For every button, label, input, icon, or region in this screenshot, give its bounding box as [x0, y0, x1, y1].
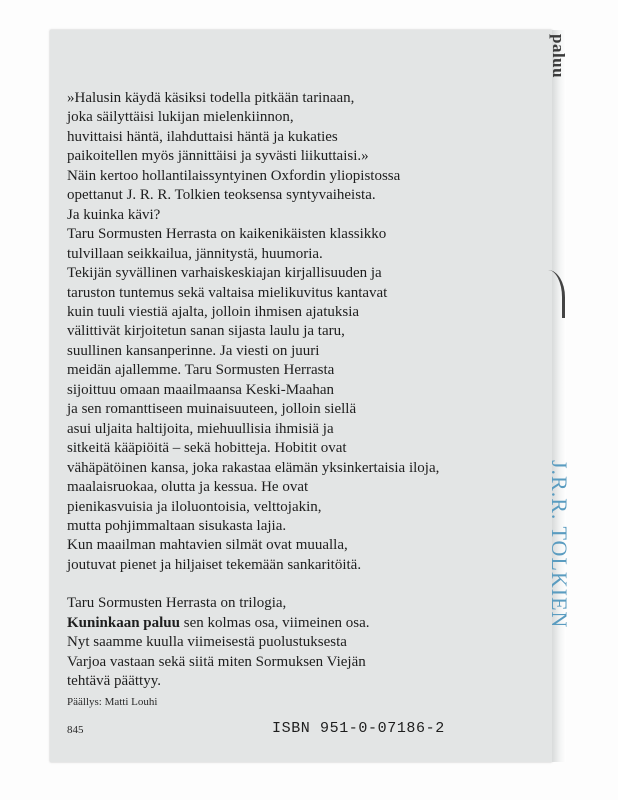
- blurb-line: vähäpätöinen kansa, joka rakastaa elämän yksinkertaisia iloja,: [67, 459, 440, 476]
- blurb-line: opettanut J. R. R. Tolkien teoksensa syntyvaiheista.: [67, 187, 376, 204]
- blurb-line: »Halusin käydä käsiksi todella pitkään tarinaan,: [67, 90, 355, 106]
- blurb-line: mutta pohjimmaltaan sisukasta lajia.: [67, 517, 287, 534]
- blurb-line: [67, 614, 439, 633]
- blurb-line: joka säilyttäisi lukijan mielenkiinnon,: [67, 109, 294, 126]
- blurb-line: kuin tuuli viestiä ajalta, jolloin ihmisen ajatuksia: [67, 303, 360, 320]
- blurb-line: Taru Sormusten Herrasta on kaikenikäisten klassikko: [67, 226, 387, 243]
- blurb-line: tulvillaan seikkailua, jännitystä, huumoria.: [67, 245, 323, 262]
- isbn: ISBN 951-0-07186-2: [272, 720, 445, 737]
- spine-title: paluu: [549, 34, 568, 79]
- blurb-line: taruston tuntemus sekä valtaisa mielikuvitus kantavat: [67, 284, 388, 301]
- blurb-paragraph-2: [67, 594, 439, 691]
- blurb-line: sijoittuu omaan maailmaansa Keski-Maahan: [67, 381, 335, 398]
- blurb-line: Kun maailman mahtavien silmät ovat muualla,: [67, 537, 348, 554]
- blurb-line: Tekijän syvällinen varhaiskeskiajan kirjallisuuden ja: [67, 265, 382, 282]
- blurb-line: välittivät kirjoitetun sanan sijasta laulu ja taru,: [67, 323, 345, 340]
- blurb-line: ja sen romanttiseen muinaisuuteen, jolloin siellä: [67, 401, 357, 418]
- blurb-line: maalaisruokaa, olutta ja kessua. He ovat: [67, 479, 309, 496]
- blurb-line: Näin kertoo hollantilaissyntyinen Oxfordin yliopistossa: [67, 167, 401, 184]
- blurb-line: huvittaisi häntä, ilahduttaisi häntä ja kukaties: [67, 128, 338, 145]
- blurb-line-rest: sen kolmas osa, viimeinen osa.: [180, 614, 370, 631]
- blurb-line: paikoitellen myös jännittäisi ja syvästi liikuttaisi.»: [67, 148, 369, 165]
- blurb-line: Taru Sormusten Herrasta on trilogia,: [67, 595, 287, 612]
- blurb-line: joutuvat pienet ja hiljaiset tekemään sankaritöitä.: [67, 556, 362, 573]
- book-spine: [552, 30, 566, 762]
- spine-author: J.R.R. TOLKIEN: [547, 460, 572, 629]
- blurb-paragraph-1: [67, 89, 439, 575]
- blurb: [67, 89, 439, 692]
- product-code: 845: [67, 724, 84, 736]
- blurb-line: suullinen kansanperinne. Ja viesti on juuri: [67, 342, 320, 359]
- blurb-line: asui uljaita haltijoita, miehuullisia ihmisiä ja: [67, 420, 334, 437]
- book-title: Kuninkaan paluu: [67, 614, 180, 631]
- blurb-line: meidän ajallemme. Taru Sormusten Herrasta: [67, 362, 335, 379]
- blurb-line: sitkeitä kääpiöitä – sekä hobitteja. Hobitit ovat: [67, 440, 347, 457]
- blurb-line: Ja kuinka kävi?: [67, 206, 161, 223]
- blurb-line: Nyt saamme kuulla viimeisestä puolustuksesta: [67, 634, 347, 651]
- cover-credit: Päällys: Matti Louhi: [67, 696, 158, 708]
- blurb-line: tehtävä päättyy.: [67, 673, 161, 690]
- blurb-line: Varjoa vastaan sekä siitä miten Sormuksen Viejän: [67, 653, 366, 670]
- blurb-line: pienikasvuisia ja iloluontoisia, velttojakin,: [67, 498, 322, 515]
